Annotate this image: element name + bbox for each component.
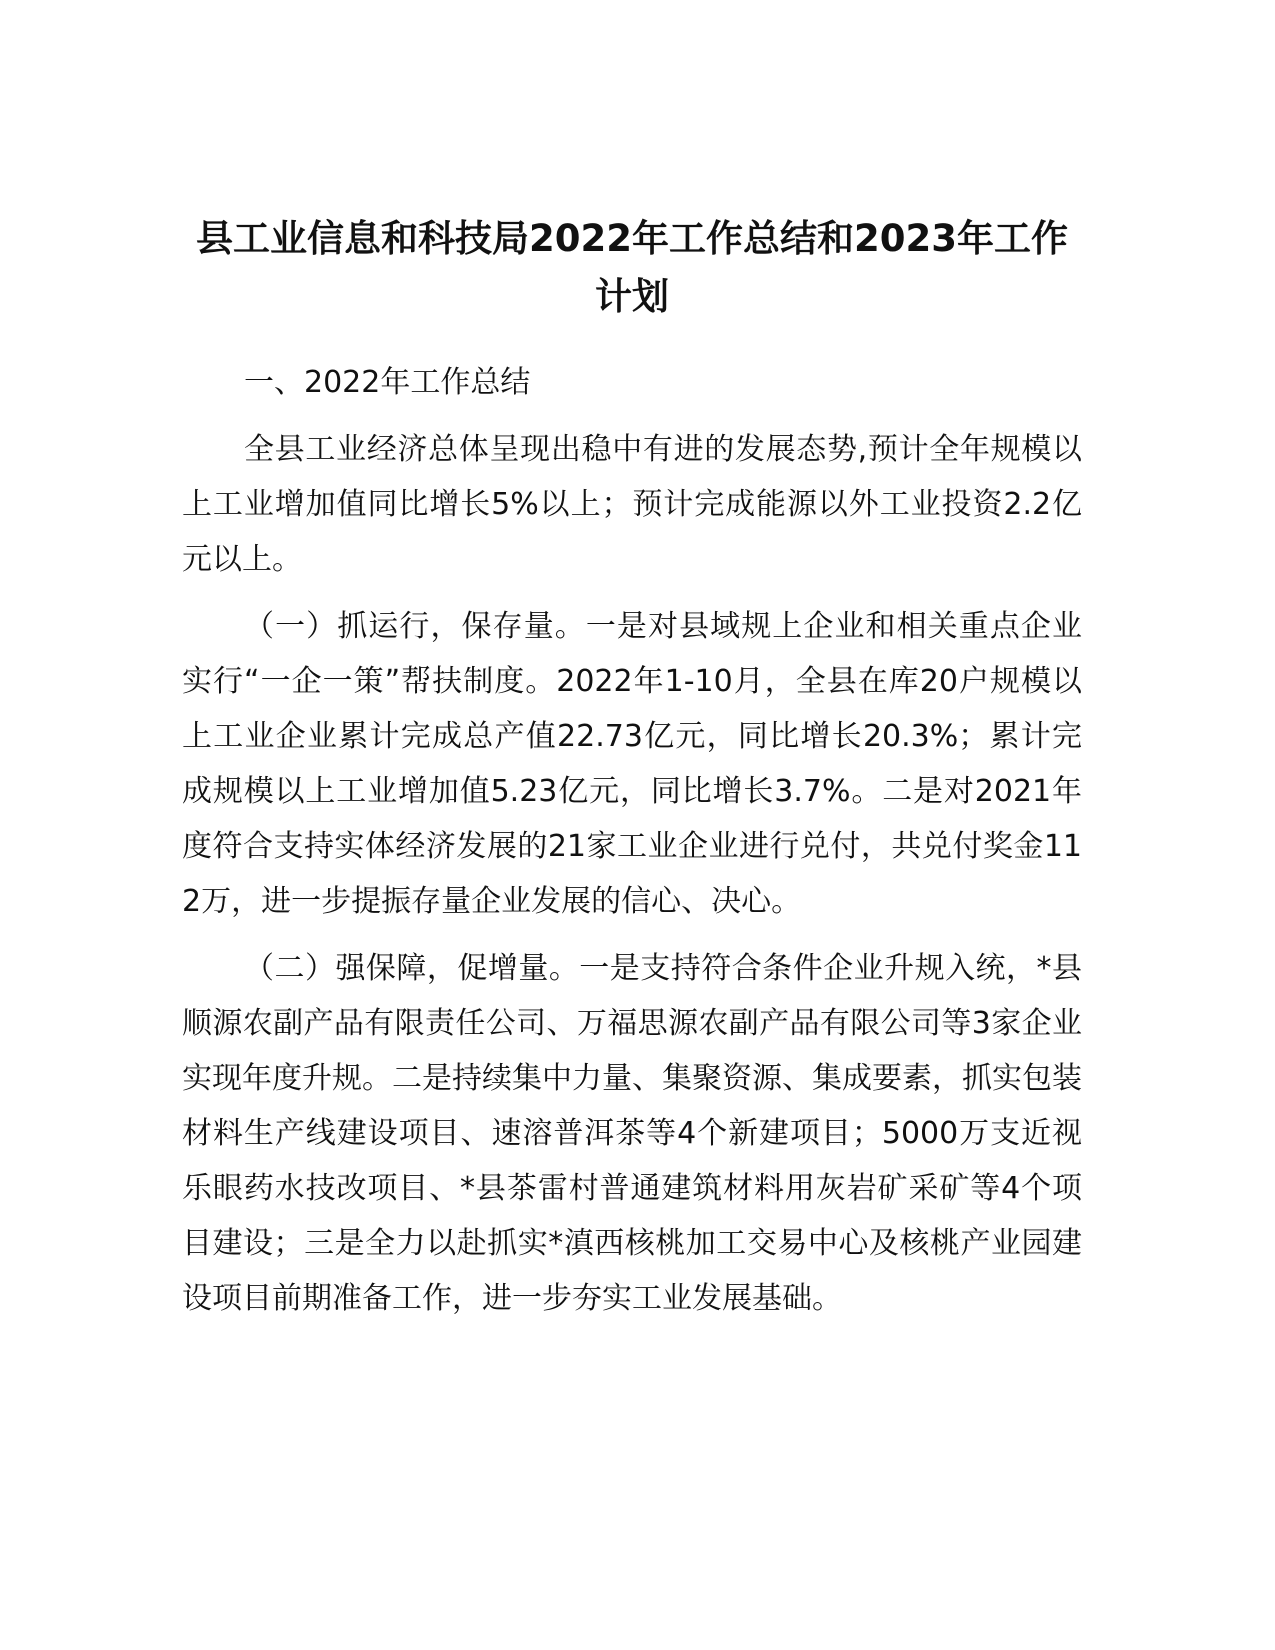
paragraph-guarantee: （二）强保障，促增量。一是支持符合条件企业升规入统，*县顺源农副产品有限责任公司、万福思源农副产品有限公司等3家企业实现年度升规。二是持续集中力量、集聚资源、集成要素，抓实包装材料生产线建设项目、速溶普洱茶等4个新建项目；5000万支近视乐眼药水技改项目、*县茶雷村普通建筑材料用灰岩矿采矿等4个项目建设；三是全力以赴抓实*滇西核桃加工交易中心及核桃产业园建设项目前期准备工作，进一步夯实工业发展基础。 (182, 951, 1082, 1316)
paragraph-operations: （一）抓运行，保存量。一是对县域规上企业和相关重点企业实行“一企一策”帮扶制度。2022年1-10月，全县在库20户规模以上工业企业累计完成总产值22.73亿元，同比增长20.3%；累计完成规模以上工业增加值5.23亿元，同比增长3.7%。二是对2021年度符合支持实体经济发展的21家工业企业进行兑付，共兑付奖金112万，进一步提振存量企业发展的信心、决心。 (182, 609, 1082, 919)
document-page (182, 210, 1082, 1326)
document-title: 县工业信息和科技局2022年工作总结和2023年工作计划 (196, 217, 1068, 318)
paragraph-summary: 全县工业经济总体呈现出稳中有进的发展态势,预计全年规模以上工业增加值同比增长5%以上；预计完成能源以外工业投资2.2亿元以上。 (182, 432, 1082, 577)
section-heading: 一、2022年工作总结 (244, 365, 531, 400)
